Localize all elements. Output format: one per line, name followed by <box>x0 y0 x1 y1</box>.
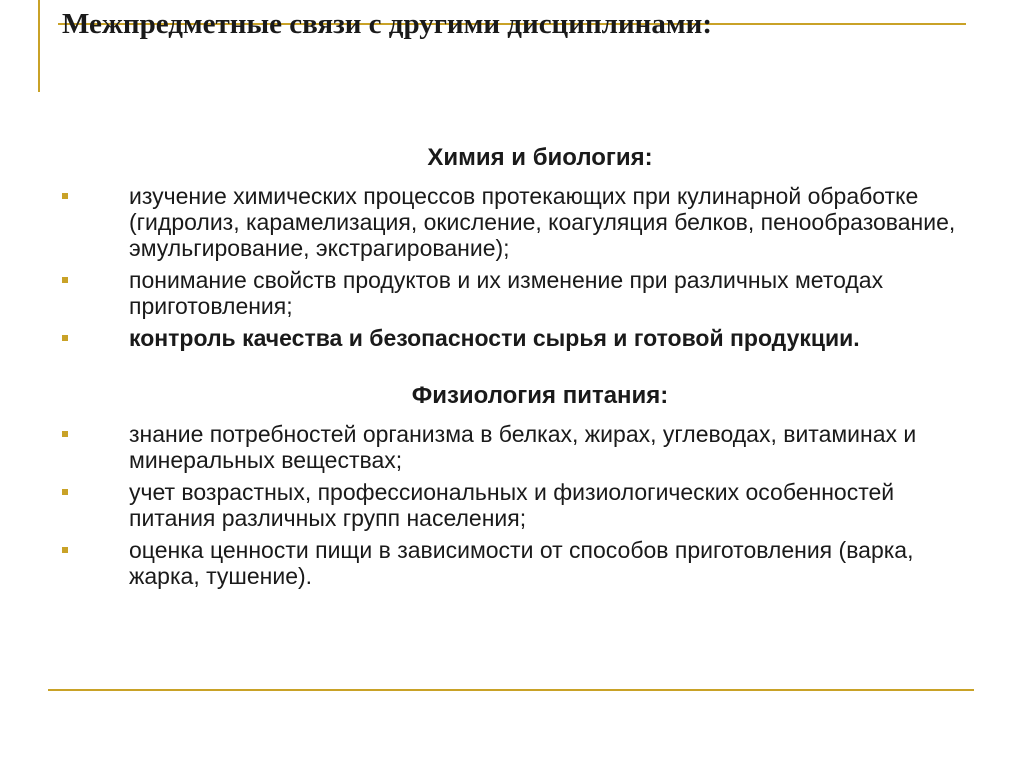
decorative-vertical-line <box>38 0 40 92</box>
list-item <box>60 421 980 473</box>
square-bullet-icon <box>62 431 68 437</box>
list-item <box>60 479 980 531</box>
section-heading-chemistry-biology: Химия и биология: <box>427 144 653 171</box>
bullet-list-chemistry-biology <box>60 183 980 351</box>
list-item-text: изучение химических процессов протекающих при кулинарной обработке (гидролиз, карамелизация, окисление, коагуляция белков, пенообразование, эмульгирование, экстрагирование); <box>129 183 956 261</box>
list-item-text: учет возрастных, профессиональных и физиологических особенностей питания различных групп населения; <box>129 479 895 531</box>
list-item <box>60 537 980 589</box>
list-item <box>60 267 980 319</box>
slide-content <box>60 143 980 595</box>
decorative-bottom-line <box>48 689 974 691</box>
square-bullet-icon <box>62 335 68 341</box>
list-item-text: знание потребностей организма в белках, жирах, углеводах, витаминах и минеральных веществах; <box>129 421 917 473</box>
list-item-text: контроль качества и безопасности сырья и готовой продукции. <box>129 325 860 351</box>
square-bullet-icon <box>62 277 68 283</box>
page-title: Межпредметные связи с другими дисциплинами: <box>62 8 712 40</box>
list-item-text: оценка ценности пищи в зависимости от способов приготовления (варка, жарка, тушение). <box>129 537 914 589</box>
list-item-text: понимание свойств продуктов и их изменение при различных методах приготовления; <box>129 267 884 319</box>
square-bullet-icon <box>62 547 68 553</box>
square-bullet-icon <box>62 489 68 495</box>
bullet-list-nutrition-physiology <box>60 421 980 589</box>
list-item <box>60 325 980 351</box>
section-heading-nutrition-physiology: Физиология питания: <box>411 382 669 409</box>
square-bullet-icon <box>62 193 68 199</box>
list-item <box>60 183 980 261</box>
